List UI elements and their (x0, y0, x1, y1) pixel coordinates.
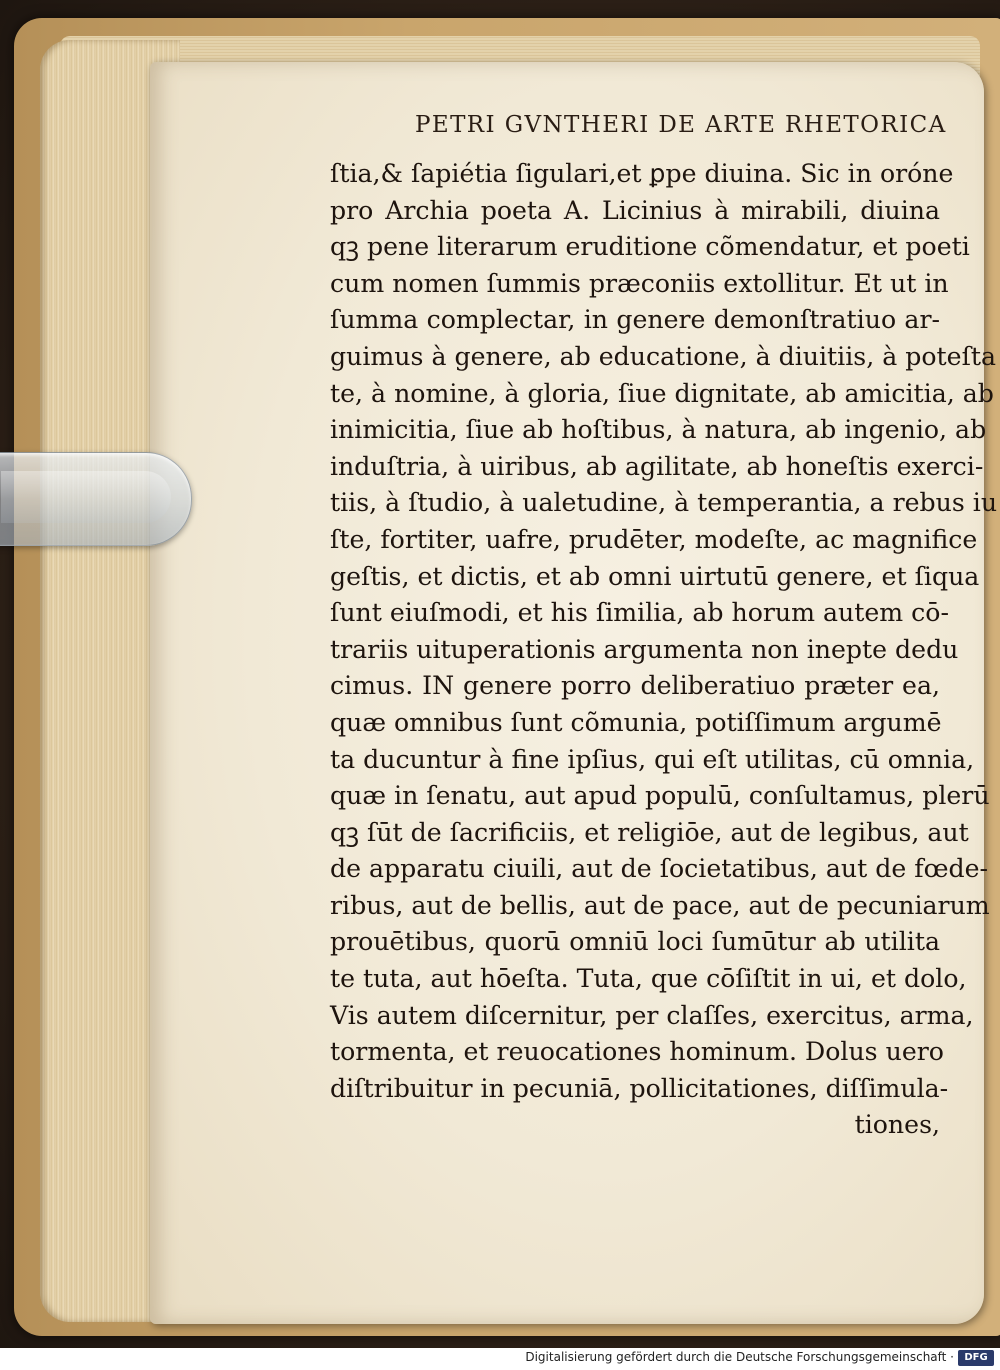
text-line: prouētibus, quorū omniū loci ſumūtur ab utilita (330, 927, 940, 957)
text-block (330, 156, 998, 1146)
page-holder-highlight (1, 471, 171, 523)
funding-credit: Digitalisierung gefördert durch die Deutsche Forschungsgemeinschaft · (525, 1350, 954, 1364)
text-line: ſunt eiuſmodi, et his ſimilia, ab horum autem cō- (330, 598, 949, 628)
text-line: induſtria, à uiribus, ab agilitate, ab honeſtis exerci- (330, 451, 984, 481)
text-line: inimicitia, ſiue ab hoſtibus, à natura, ab ingenio, ab (330, 415, 987, 445)
text-line: Vis autem diſcernitur, per claſſes, exercitus, arma, (330, 1000, 974, 1030)
page-holder-clip (0, 452, 192, 546)
text-line: cimus. IN genere porro deliberatiuo præter ea, (330, 671, 940, 701)
text-line: qꝫ pene literarum eruditione cõmendatur, et poeti (330, 232, 970, 262)
running-head: PETRI GVNTHERI DE ARTE RHETORICA (415, 112, 947, 138)
text-line: ſtia,& ſapiétia ſigulari,et ꝑpe diuina. Sic in oróne (330, 159, 954, 188)
text-line: te tuta, aut hōeſta. Tuta, que cōſiſtit in ui, et dolo, (330, 964, 967, 994)
catchword: tiones, (854, 1110, 940, 1140)
dfg-logo: DFG (958, 1350, 994, 1366)
text-line: ta ducuntur à fine ipſius, qui eſt utilitas, cū omnia, (330, 744, 975, 774)
text-line: ſumma complectar, in genere demonſtratiuo ar- (330, 305, 940, 335)
text-line: geſtis, et dictis, et ab omni uirtutū genere, et ſiqua (330, 561, 980, 591)
text-line: diſtribuitur in pecuniā, pollicitationes, diſſimula- (330, 1073, 949, 1103)
text-line: qꝫ ſūt de ſacrificiis, et religiōe, aut de legibus, aut (330, 817, 969, 847)
text-line: pro Archia poeta A. Licinius à mirabili, diuina (330, 195, 940, 225)
text-line: te, à nomine, à gloria, ſiue dignitate, ab amicitia, ab (330, 378, 994, 408)
text-line: guimus à genere, ab educatione, à diuitiis, à poteſta (330, 341, 997, 371)
text-line: trariis uituperationis argumenta non inepte dedu (330, 634, 959, 664)
text-line: tiis, à ſtudio, à ualetudine, à temperantia, a rebus iu (330, 488, 998, 518)
text-line: quæ omnibus ſunt cõmunia, potiſſimum argumē (330, 707, 942, 737)
text-line: tormenta, et reuocationes hominum. Dolus uero (330, 1037, 944, 1067)
text-line: de apparatu ciuili, aut de ſocietatibus, aut de fœde- (330, 854, 989, 884)
text-line: ſte, fortiter, uafre, prudēter, modeſte, ac magnifice (330, 524, 978, 554)
text-line: cum nomen ſummis præconiis extollitur. Et ut in (330, 268, 949, 298)
text-line: quæ in ſenatu, aut apud populū, conſultamus, plerū (330, 781, 990, 811)
text-line: ribus, aut de bellis, aut de pace, aut de pecuniarum (330, 890, 990, 920)
